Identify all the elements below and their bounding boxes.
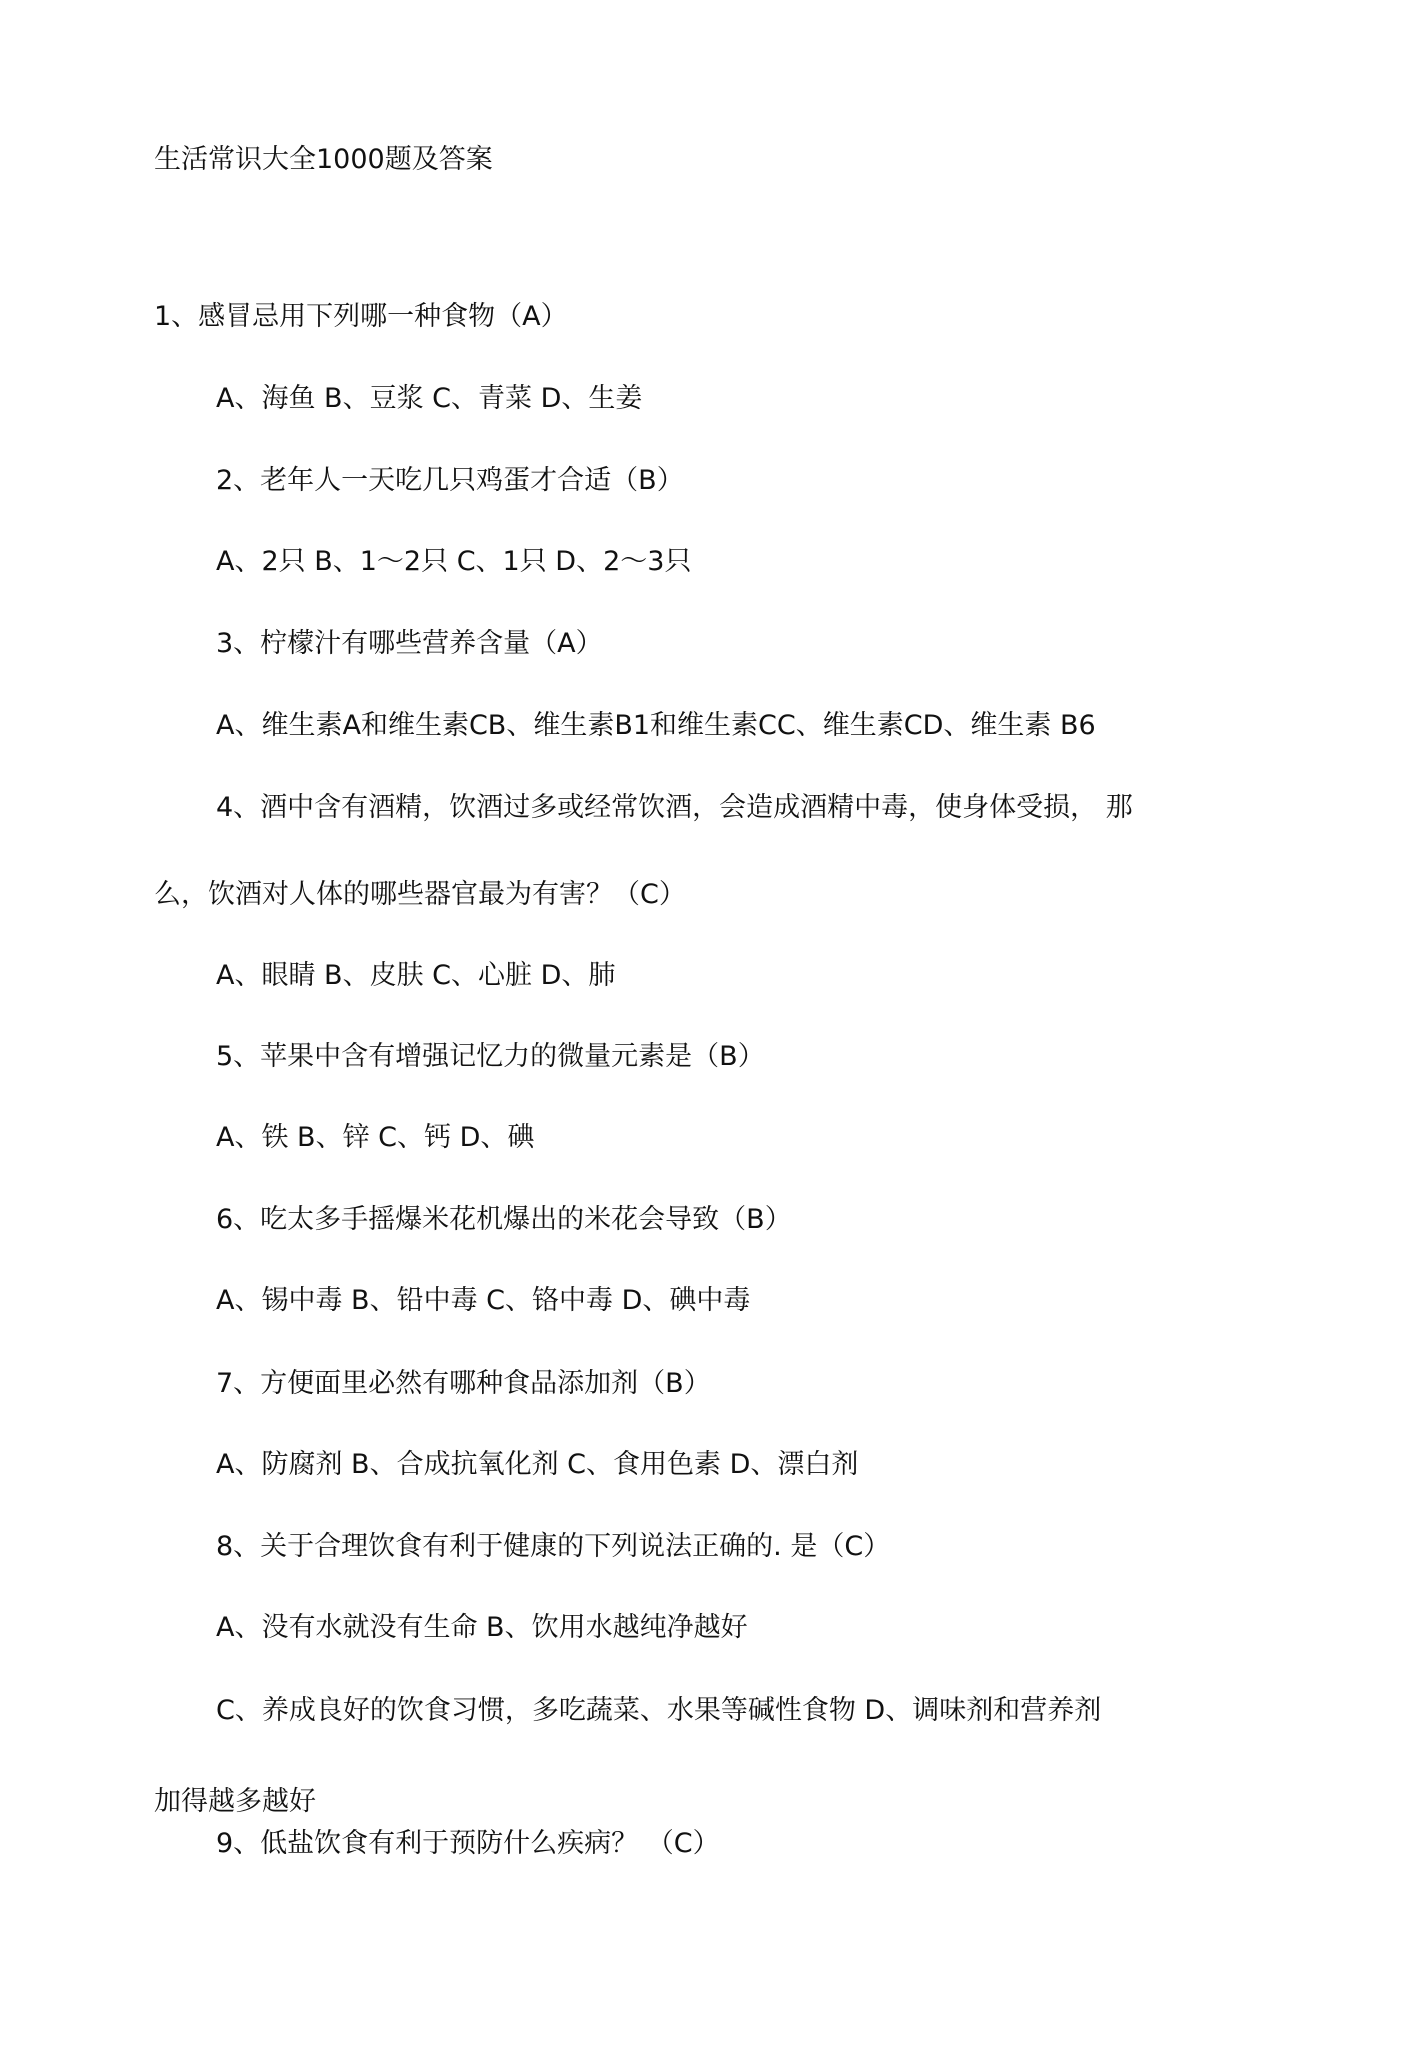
question-7: 7、方便面里必然有哪种食品添加剂（B）	[216, 1368, 711, 1399]
options-8-ab: A、没有水就没有生命 B、饮用水越纯净越好	[216, 1612, 748, 1643]
options-8-continued: 加得越多越好	[154, 1786, 316, 1817]
options-3: A、维生素A和维生素CB、维生素B1和维生素CC、维生素CD、维生素 B6	[216, 710, 1096, 741]
options-1: A、海鱼 B、豆浆 C、青菜 D、生姜	[216, 383, 643, 414]
question-9: 9、低盐饮食有利于预防什么疾病？ （C）	[216, 1828, 720, 1859]
options-7: A、防腐剂 B、合成抗氧化剂 C、食用色素 D、漂白剂	[216, 1449, 859, 1480]
question-8: 8、关于合理饮食有利于健康的下列说法正确的. 是（C）	[216, 1531, 891, 1562]
question-6: 6、吃太多手摇爆米花机爆出的米花会导致（B）	[216, 1204, 792, 1235]
question-3: 3、柠檬汁有哪些营养含量（A）	[216, 628, 603, 659]
question-4-continued: 么，饮酒对人体的哪些器官最为有害？（C）	[154, 879, 686, 910]
question-1: 1、感冒忌用下列哪一种食物（A）	[154, 301, 568, 332]
options-4: A、眼睛 B、皮肤 C、心脏 D、肺	[216, 960, 616, 991]
question-2: 2、老年人一天吃几只鸡蛋才合适（B）	[216, 465, 684, 496]
document-title: 生活常识大全1000题及答案	[154, 144, 493, 175]
question-4: 4、酒中含有酒精，饮酒过多或经常饮酒，会造成酒精中毒，使身体受损， 那	[216, 792, 1133, 823]
options-2: A、2只 B、1～2只 C、1只 D、2～3只	[216, 546, 692, 577]
options-8-cd: C、养成良好的饮食习惯，多吃蔬菜、水果等碱性食物 D、调味剂和营养剂	[216, 1695, 1102, 1726]
options-6: A、锡中毒 B、铅中毒 C、铬中毒 D、碘中毒	[216, 1285, 751, 1316]
question-5: 5、苹果中含有增强记忆力的微量元素是（B）	[216, 1041, 765, 1072]
options-5: A、铁 B、锌 C、钙 D、碘	[216, 1122, 535, 1153]
